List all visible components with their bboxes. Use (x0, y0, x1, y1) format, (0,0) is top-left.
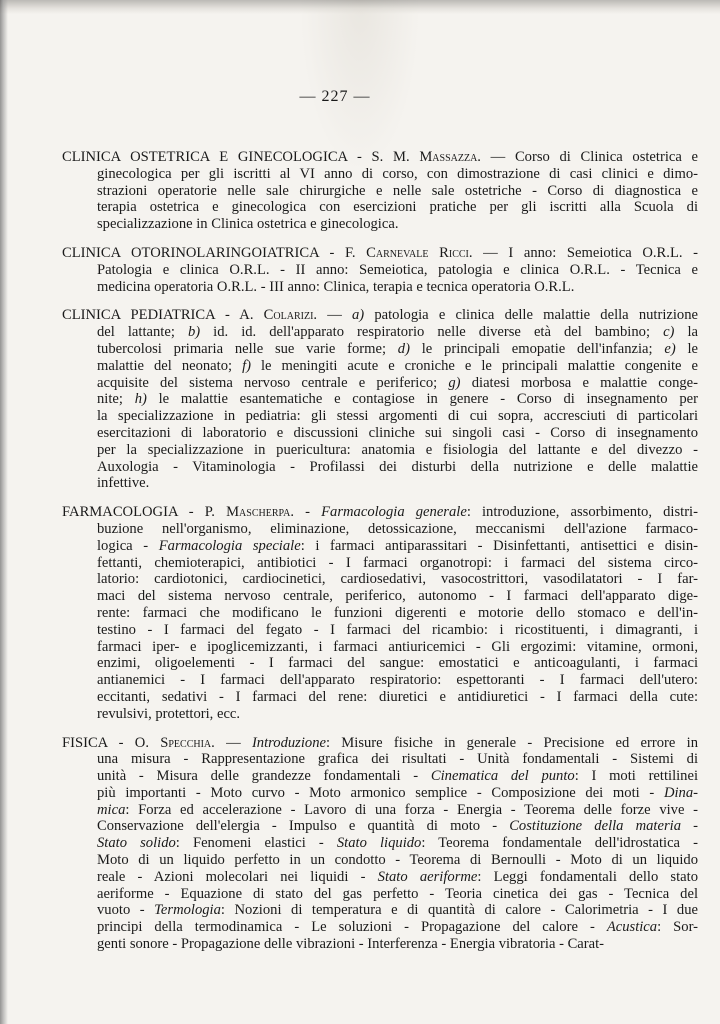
italic-text: Stato aeriforme (377, 868, 478, 885)
text-segment: : Nozioni di temperatura e di quantità di calore - Calorimetria - I due (220, 902, 698, 919)
text-segment: la (674, 324, 698, 341)
text-segment: maci del sistema nervoso centrale, periferico, autonomo - I farmaci dell'apparato dige- (97, 588, 698, 605)
entry-clinica-pediatrica (62, 307, 698, 492)
entry-clinica-otorinolaringoiatrica (62, 245, 698, 295)
text-line (62, 605, 698, 622)
italic-text: f) (242, 357, 251, 374)
text-segment: aeriforme - Equazione di stato del gas perfetto - Teoria cinetica dei gas - Tecnica del (97, 885, 698, 902)
text-segment: specializzazione in Clinica ostetrica e ginecologica. (97, 216, 399, 233)
entry-heading-line (62, 735, 698, 752)
italic-text: h) (134, 391, 147, 408)
text-segment: Patologia e clinica O.R.L. - II anno: Semeiotica, patologia e clinica O.R.L. - Tecnica e (97, 261, 698, 278)
text-segment: logica - (97, 537, 159, 554)
text-segment: FARMACOLOGIA - P. (62, 504, 227, 521)
page-body (62, 149, 698, 965)
entry-fisica (62, 735, 698, 953)
text-line (62, 689, 698, 706)
italic-text: b) (187, 324, 201, 341)
entry-heading-line (62, 149, 698, 166)
text-segment: infettive. (97, 475, 150, 492)
text-line (62, 672, 698, 689)
text-line (62, 408, 698, 425)
italic-text: Introduzione (251, 734, 326, 751)
italic-text: mica (97, 801, 126, 818)
text-segment: le meningiti acute e croniche e le principali malattie congenite e (250, 357, 698, 374)
author-name: Colarizi. (263, 307, 318, 324)
italic-text: e) (664, 340, 676, 357)
text-line (62, 375, 698, 392)
text-segment: enzimi, oligoelementi - I farmaci del sangue: emostatici e anticoagulanti, i farmaci (97, 655, 698, 672)
text-segment: - (294, 504, 322, 521)
text-line (62, 886, 698, 903)
text-segment: latorio: cardiotonici, cardiocinetici, cardiosedativi, vasocostrittori, vasodilatatori - I far- (97, 571, 698, 588)
text-line (62, 869, 698, 886)
italic-text: Stato solido (97, 835, 176, 852)
italic-text: Costituzione della materia (509, 818, 681, 835)
italic-text: Farmacologia speciale (158, 537, 301, 554)
author-name: Carnevale Ricci. (366, 244, 473, 261)
entry-farmacologia (62, 504, 698, 722)
text-segment: — (214, 734, 252, 751)
text-segment: CLINICA OTORINOLARINGOIATRICA - F. (62, 244, 367, 261)
text-line (62, 521, 698, 538)
text-segment: : Sor- (657, 919, 699, 936)
text-line (62, 936, 698, 953)
italic-text: Cinematica del punto (430, 768, 575, 785)
text-line (62, 571, 698, 588)
text-line (62, 166, 698, 183)
text-segment: testino - I farmaci del fegato - I farmaci del ricambio: i ricostituenti, i dimagranti, i (97, 621, 698, 638)
text-segment: unità - Misura delle grandezze fondamentali - (97, 768, 431, 785)
text-segment: ginecologica per gli iscritti al VI anno di corso, con dimostrazione di casi clinici e dimo- (97, 165, 698, 182)
text-segment: rente: farmaci che modificano le funzioni digerenti e motorie dello stomaco e dell'in- (97, 604, 698, 621)
text-segment: id. id. dell'apparato respiratorio nelle diverse età del bambino; (200, 324, 664, 341)
text-segment: nite; (97, 391, 135, 408)
text-line (62, 199, 698, 216)
text-segment: le principali emopatie dell'infanzia; (409, 340, 665, 357)
text-segment: : Misure fisiche in generale - Precisione ed errore in (325, 734, 699, 751)
text-line (62, 459, 698, 476)
text-segment: tubercolosi primaria nelle sue varie forme; (97, 340, 398, 357)
italic-text: a) (352, 307, 365, 324)
text-line (62, 751, 698, 768)
italic-text: c) (663, 324, 675, 341)
text-segment: genti sonore - Propagazione delle vibrazioni - Interferenza - Energia vibratoria - Carat- (97, 936, 605, 953)
text-segment: buzione nell'organismo, eliminazione, detossicazione, meccanismi dell'azione farmaco- (97, 520, 698, 537)
italic-text: d) (397, 340, 410, 357)
text-line (62, 835, 698, 852)
text-line (62, 324, 698, 341)
text-line (62, 425, 698, 442)
text-segment: : I moti rettilinei (574, 768, 699, 785)
text-segment: patologia e clinica delle malattie della nutrizione (364, 307, 698, 324)
text-segment: diatesi morbosa e malattie conge- (460, 374, 698, 391)
text-segment: : Teorema fondamentale dell'idrostatica - (421, 835, 699, 852)
italic-text: Dina- (663, 784, 698, 801)
text-segment: più importanti - Moto curvo - Moto armonico semplice - Composizione dei moti - (97, 784, 664, 801)
text-segment: per la specializzazione in puericultura: anatomia e fisiologia del lattante e del divezzo - (97, 441, 698, 458)
text-segment: — I anno: Semeiotica O.R.L. - (472, 244, 698, 261)
text-line (62, 442, 698, 459)
text-segment: revulsivi, protettori, ecc. (97, 705, 241, 722)
text-line (62, 768, 698, 785)
entry-heading-line (62, 245, 698, 262)
text-segment: FISICA - O. (62, 734, 161, 751)
text-segment: eccitanti, sedativi - I farmaci del rene: diuretici e antidiuretici - I farmaci della cute: (97, 688, 698, 705)
text-line (62, 919, 698, 936)
scan-edge-top (0, 0, 720, 14)
text-line (62, 706, 698, 723)
text-segment: — Corso di Clinica ostetrica e (480, 149, 698, 165)
text-line (62, 216, 698, 233)
text-segment: del lattante; (97, 324, 188, 341)
text-segment: vuoto - (97, 902, 155, 919)
author-name: Mascherpa. (226, 504, 295, 521)
text-segment: la specializzazione in pediatria: gli stessi argomenti di cui sopra, accresciuti di particolari (97, 408, 698, 425)
entry-heading-line (62, 504, 698, 521)
author-name: Specchia. (160, 734, 215, 751)
text-segment: : i farmaci antiparassitari - Disinfettanti, antisettici e disin- (300, 537, 698, 554)
text-segment: le malattie esantematiche e contagiose in genere - Corso di insegnamento per (146, 391, 698, 408)
author-name: Massazza. (419, 149, 481, 165)
text-line (62, 802, 698, 819)
text-line (62, 852, 698, 869)
text-segment: : Forza ed accelerazione - Lavoro di una forza - Energia - Teorema delle forze vive - (125, 801, 698, 818)
text-line (62, 341, 698, 358)
text-line (62, 622, 698, 639)
italic-text: Termologia (154, 902, 221, 919)
text-line (62, 538, 698, 555)
text-segment: CLINICA PEDIATRICA - A. (62, 307, 264, 324)
page-number: — 227 — (299, 88, 371, 105)
text-line (62, 475, 698, 492)
text-line (62, 785, 698, 802)
text-segment: Conservazione dell'elergia - Impulso e quantità di moto - (97, 818, 510, 835)
italic-text: Farmacologia generale (321, 504, 467, 521)
italic-text: Stato liquido (336, 835, 422, 852)
text-line (62, 655, 698, 672)
text-segment: principi della termodinamica - Le soluzioni - Propagazione del calore - (97, 919, 607, 936)
text-segment: CLINICA OSTETRICA E GINECOLOGICA - S. M. (62, 149, 420, 165)
text-segment: antianemici - I farmaci dell'apparato respiratorio: espettoranti - I farmaci dell'utero: (97, 672, 698, 689)
text-segment: acquisite del sistema nervoso centrale e periferico; (97, 374, 449, 391)
text-segment: — (317, 307, 352, 324)
text-segment: - (681, 818, 698, 835)
text-line (62, 639, 698, 656)
text-segment: una misura - Rappresentazione grafica dei risultati - Unità fondamentali - Sistemi di (97, 751, 698, 768)
text-segment: reale - Azioni molecolari nei liquidi - (97, 868, 378, 885)
text-segment: le (675, 340, 698, 357)
text-line (62, 391, 698, 408)
text-segment: : Fenomeni elastici - (175, 835, 337, 852)
text-segment: medicina operatoria O.R.L. - III anno: Clinica, terapia e tecnica operatoria O.R.L. (97, 278, 575, 295)
text-line (62, 902, 698, 919)
italic-text: g) (448, 374, 461, 391)
text-segment: strazioni operatorie nelle sale chirurgiche e nelle sale ostetriche - Corso di diagnostica e (97, 182, 698, 199)
text-line (62, 588, 698, 605)
entry-clinica-ostetrica (62, 149, 698, 233)
text-line (62, 183, 698, 200)
text-segment: malattie del neonato; (97, 357, 243, 374)
entry-heading-line (62, 307, 698, 324)
text-segment: : introduzione, assorbimento, distri- (466, 504, 698, 521)
text-segment: farmaci iper- e ipoglicemizzanti, i farmaci antiuricemici - Gli ergozimi: vitamine, ormoni, (97, 638, 698, 655)
text-segment: terapia ostetrica e ginecologica con esercizioni pratiche per gli iscritti alla Scuola di (97, 199, 698, 216)
text-segment: Auxologia - Vitaminologia - Profilassi dei disturbi della nutrizione e delle malattie (97, 458, 698, 475)
text-line (62, 262, 698, 279)
scan-edge-left (0, 0, 8, 1024)
italic-text: Acustica (606, 919, 658, 936)
text-segment: Moto di un liquido perfetto in un condotto - Teorema di Bernoulli - Moto di un liquido (97, 852, 698, 869)
text-segment: esercitazioni di laboratorio e discussioni cliniche sui singoli casi - Corso di insegnamento (97, 424, 698, 441)
text-line (62, 279, 698, 296)
text-line (62, 358, 698, 375)
text-line (62, 818, 698, 835)
text-segment: fettanti, chemioterapici, antibiotici - I farmaci organotropi: i farmaci del sistema circo- (97, 554, 698, 571)
text-segment: : Leggi fondamentali dello stato (477, 868, 698, 885)
text-line (62, 555, 698, 572)
